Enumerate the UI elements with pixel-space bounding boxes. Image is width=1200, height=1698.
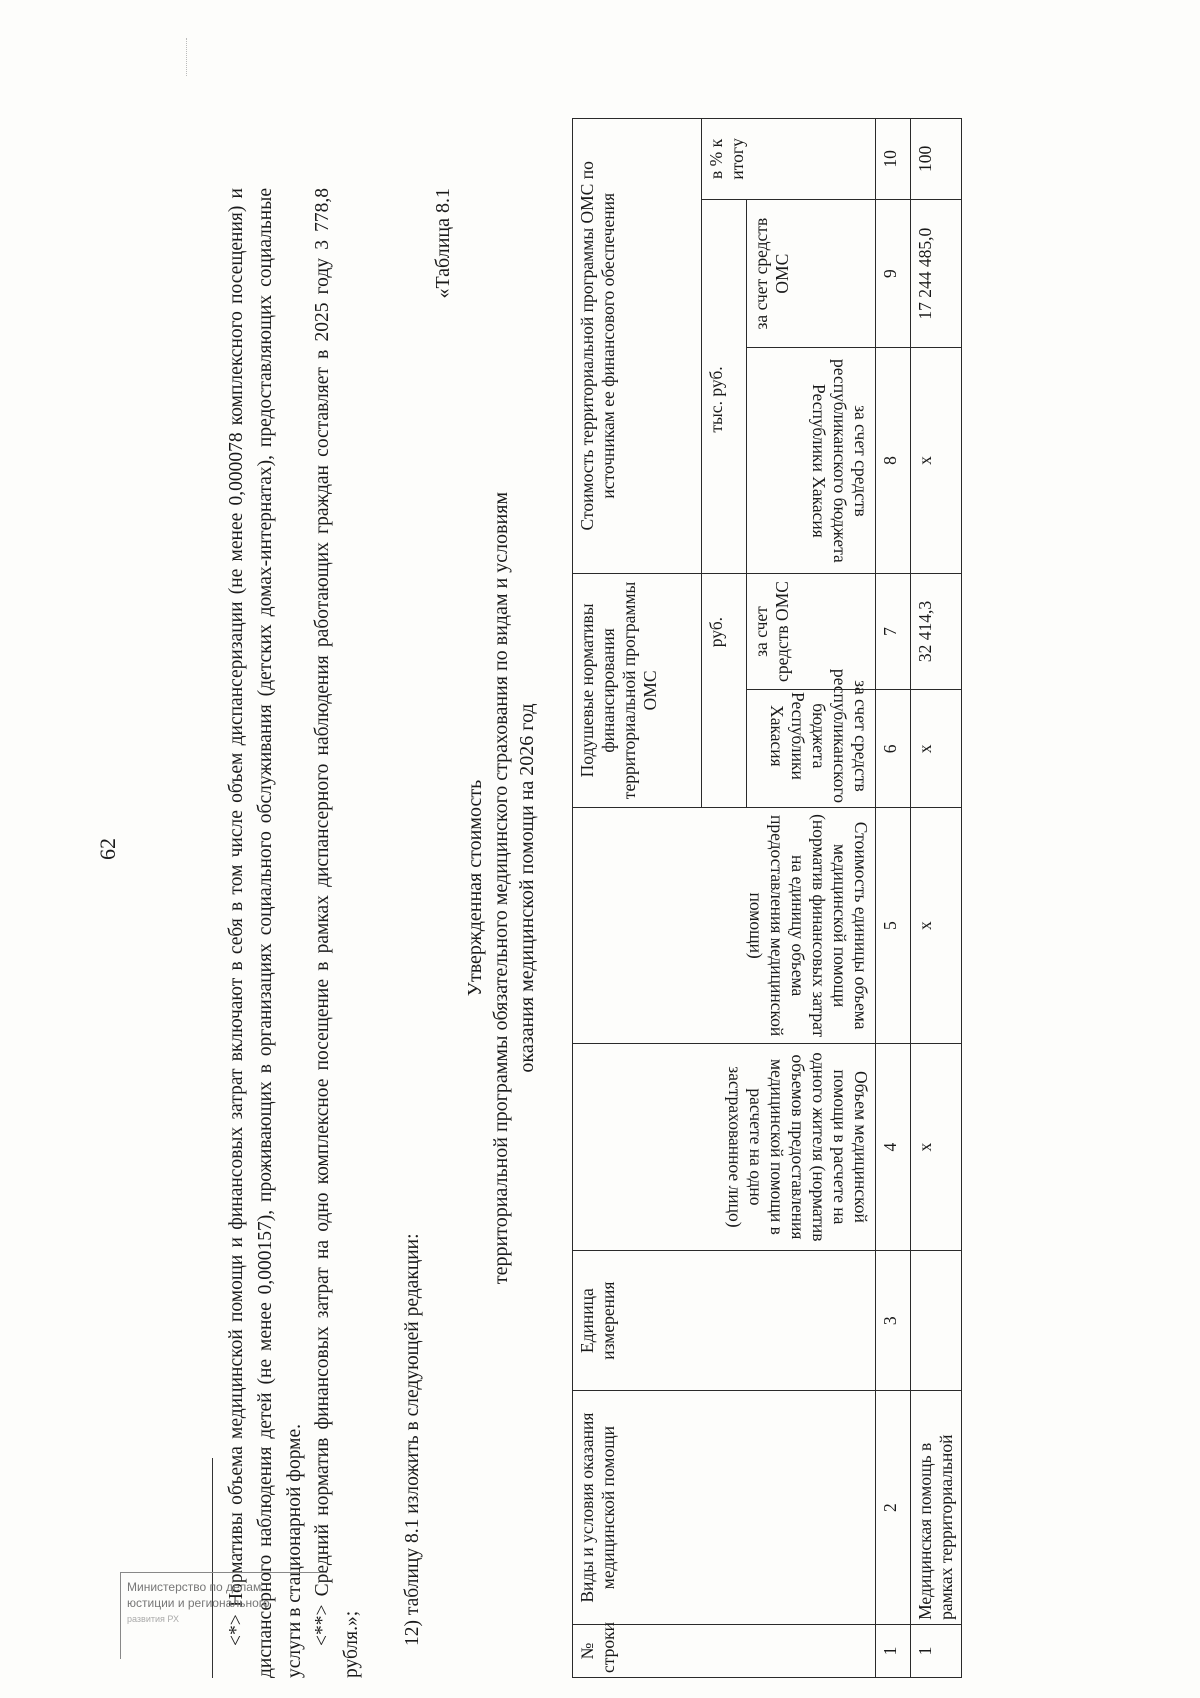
header-percent: в % к итогу [702, 119, 876, 200]
col-number-7: 7 [876, 573, 911, 690]
header-oms-rub: за счет средств ОМС [747, 573, 876, 690]
footnote-1: <*> Нормативы объема медицинской помощи и финансовых затрат включают в себя в том числе объем диспансеризации (не менее 0,000078 комплексного посещения) и диспансерного наблюдения детей (не менее 0,000157), проживающих в организациях социального обслуживания (детских домах-интернатах), предоставляющих социальные услуги в стационарной форме. [226, 188, 305, 1678]
header-unit: Единица измерения [573, 1251, 876, 1391]
col-number-1: 1 [876, 1624, 911, 1677]
scan-mark [186, 38, 187, 76]
header-budget-rub-text: за счет средств республиканского бюджета Республики Хакасия [767, 669, 871, 804]
table-title-line-2: территориальной программы обязательного медицинского страхования по видам и условиям [490, 491, 512, 1285]
header-thous-rub: тыс. руб. [702, 199, 747, 573]
table-title-line-1: Утвержденная стоимость [464, 779, 486, 997]
header-kinds: Виды и условия оказания медицинской помощи [573, 1391, 876, 1625]
cell-unit [911, 1251, 962, 1391]
stamp-line-2: юстиции и регионального [127, 1596, 270, 1610]
header-cost-unit [573, 808, 876, 1044]
table-row [911, 119, 962, 1678]
header-oms-thous: за счет средств ОМС [747, 199, 876, 348]
header-budget-rub [747, 669, 876, 808]
table-reference: «Таблица 8.1 [432, 188, 454, 299]
cell-cost-unit: x [911, 808, 962, 1044]
col-number-3: 3 [876, 1251, 911, 1391]
cell-budget-rub: x [911, 690, 962, 808]
header-per-capita: Подушевые нормативы финансирования территориальной программы ОМС [573, 573, 702, 808]
footnote-2: <**> Средний норматив финансовых затрат на одно комплексное посещение в рамках диспансерного наблюдения работающих граждан составляет в 2025 году 3 778,8 рубля.»; [312, 188, 362, 1678]
col-number-9: 9 [876, 199, 911, 348]
stamp-line-1: Министерство по делам [127, 1580, 262, 1594]
header-budget-thous [747, 348, 876, 573]
col-number-5: 5 [876, 808, 911, 1044]
col-number-4: 4 [876, 1044, 911, 1251]
registration-stamp [120, 1572, 327, 1659]
cell-oms-rub: 32 414,3 [911, 573, 962, 690]
cell-budget-thous: x [911, 348, 962, 573]
col-number-8: 8 [876, 348, 911, 573]
cell-kind: Медицинская помощь в рамках территориальной [911, 1391, 962, 1625]
col-number-6: 6 [876, 690, 911, 808]
cell-row-no: 1 [911, 1624, 962, 1677]
page-number: 62 [95, 838, 120, 860]
header-volume-text: Объем медицинской помощи в расчете на одного жителя (норматив объемов предоставления медицинской помощи в расчете на одно застрахованное лицо) [725, 1052, 871, 1242]
stamp-line-3: развития РХ [127, 1614, 179, 1624]
table-title-line-3: оказания медицинской помощи на 2026 год [516, 703, 538, 1073]
header-row-no: № строки [573, 1624, 876, 1677]
header-rub: руб. [702, 573, 747, 808]
cost-table [572, 118, 962, 1678]
header-volume [573, 1044, 876, 1251]
amendment-item-12: 12) таблицу 8.1 изложить в следующей редакции: [402, 1233, 423, 1646]
col-number-2: 2 [876, 1391, 911, 1625]
cell-volume: x [911, 1044, 962, 1251]
header-budget-thous-text: за счет средств республиканского бюджета Республики Хакасия [809, 358, 871, 563]
header-cost-total: Стоимость территориальной программы ОМС по источникам ее финансового обеспечения [573, 119, 702, 574]
cell-oms-thous: 17 244 485,0 [911, 199, 962, 348]
cell-percent: 100 [911, 119, 962, 200]
header-cost-unit-text: Стоимость единицы объема медицинской помощи (норматив финансовых затрат на единицу объема предоставления медицинской помощи) [746, 814, 871, 1038]
col-number-10: 10 [876, 119, 911, 200]
